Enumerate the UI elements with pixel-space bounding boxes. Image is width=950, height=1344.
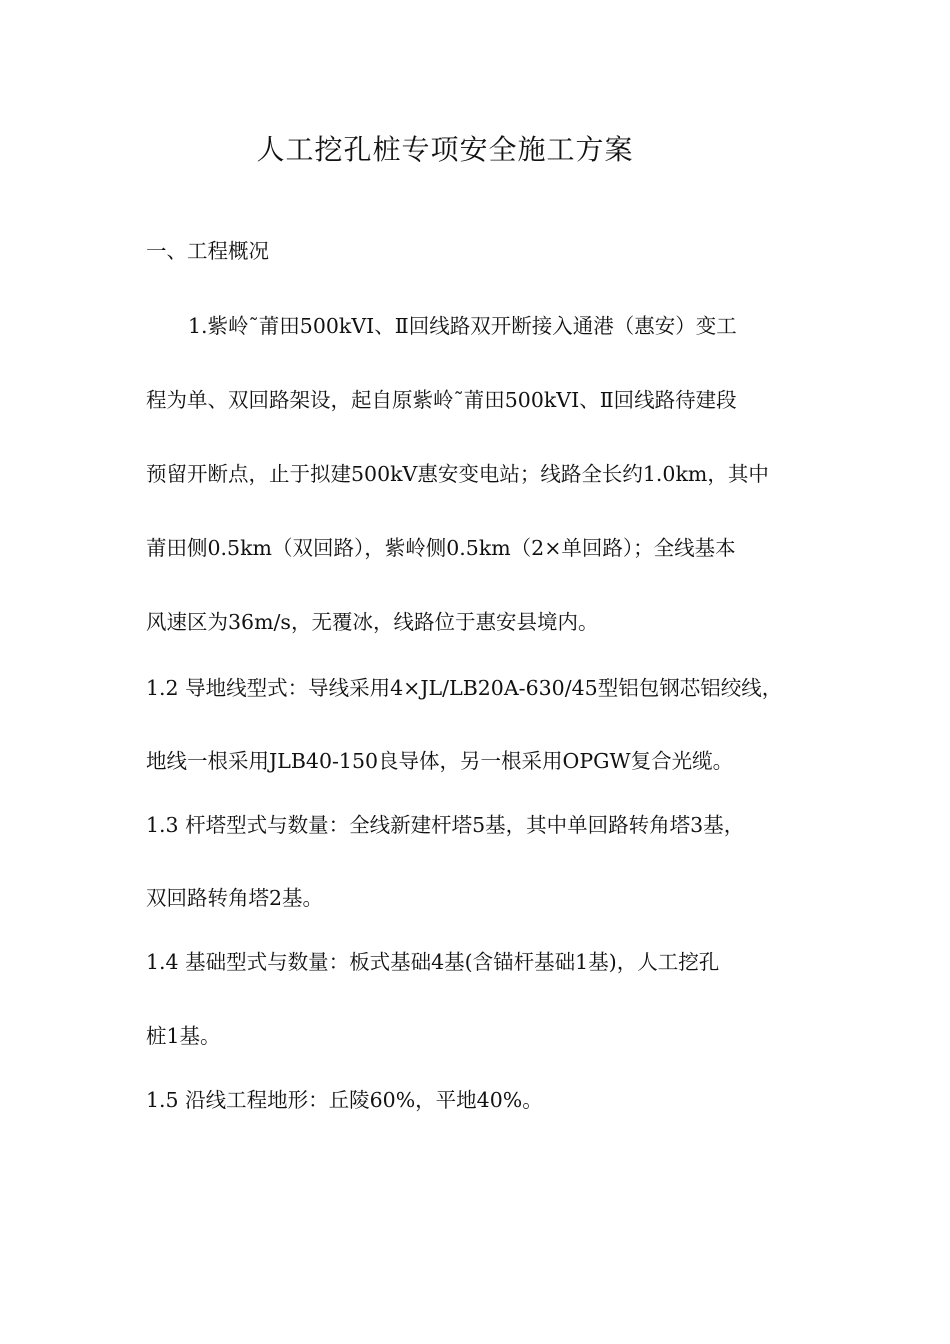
item-line-1-4: 1.4 基础型式与数量：板式基础4基(含锚杆基础1基)，人工挖孔 [146, 950, 720, 974]
paragraph-line: 风速区为36m/s，无覆冰，线路位于惠安县境内。 [146, 610, 599, 634]
document-title: 人工挖孔桩专项安全施工方案 [256, 133, 634, 166]
item-line-1-4: 桩1基。 [146, 1024, 221, 1048]
section-heading: 一、工程概况 [146, 239, 269, 263]
paragraph-line: 预留开断点，止于拟建500kV惠安变电站；线路全长约1.0km，其中 [146, 462, 769, 486]
item-line-1-5: 1.5 沿线工程地形：丘陵60%，平地40%。 [146, 1088, 543, 1112]
item-line-1-3: 双回路转角塔2基。 [146, 886, 324, 910]
paragraph-line: 程为单、双回路架设，起自原紫岭˜莆田500kVⅠ、Ⅱ回线路待建段 [146, 388, 737, 412]
paragraph-line: 莆田侧0.5km（双回路），紫岭侧0.5km（2×单回路）；全线基本 [146, 536, 736, 560]
item-line-1-3: 1.3 杆塔型式与数量：全线新建杆塔5基，其中单回路转角塔3基， [146, 813, 745, 837]
paragraph-line: 1.紫岭˜莆田500kVⅠ、Ⅱ回线路双开断接入通港（惠安）变工 [188, 314, 737, 338]
item-line-1-2: 地线一根采用JLB40-150良导体，另一根采用OPGW复合光缆。 [146, 749, 734, 773]
item-line-1-2: 1.2 导地线型式：导线采用4×JL/LB20A-630/45型铝包钢芯铝绞线， [146, 676, 783, 700]
